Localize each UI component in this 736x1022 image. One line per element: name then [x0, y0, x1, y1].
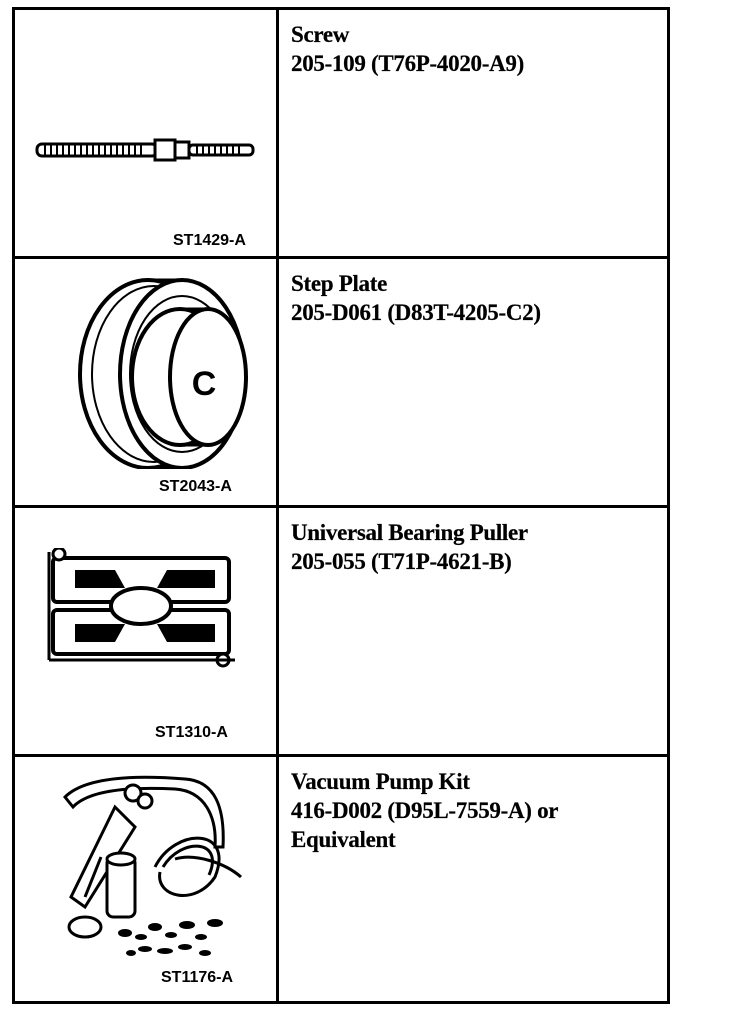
- tool-part-number: 205-109 (T76P-4020-A9): [291, 51, 524, 76]
- tool-part-number-continued: Equivalent: [291, 827, 396, 852]
- description-cell: [279, 259, 667, 505]
- description-cell: [279, 508, 667, 754]
- special-tools-table: [12, 7, 670, 1004]
- vacuum-pump-kit-icon: [45, 767, 245, 962]
- illustration-cell: [15, 259, 279, 505]
- tool-name: Screw: [291, 22, 350, 47]
- tool-name: Universal Bearing Puller: [291, 520, 528, 545]
- description-cell: [279, 757, 667, 1001]
- table-row: [15, 259, 667, 508]
- description-cell: [279, 10, 667, 256]
- illustration-code: ST1429-A: [173, 232, 246, 249]
- table-row: [15, 10, 667, 259]
- tool-part-number: 205-055 (T71P-4621-B): [291, 549, 512, 574]
- tool-name: Vacuum Pump Kit: [291, 769, 470, 794]
- bearing-puller-icon: [45, 548, 245, 678]
- step-plate-letter: C: [191, 365, 217, 403]
- illustration-code: ST1176-A: [161, 969, 234, 986]
- tool-name: Step Plate: [291, 271, 388, 296]
- table-row: [15, 508, 667, 757]
- illustration-code: ST2043-A: [159, 478, 232, 495]
- tool-part-number: 205-D061 (D83T-4205-C2): [291, 300, 541, 325]
- illustration-cell: [15, 508, 279, 754]
- tool-part-number: 416-D002 (D95L-7559-A) or: [291, 798, 559, 823]
- illustration-code: ST1310-A: [155, 724, 228, 741]
- step-plate-icon: [70, 269, 270, 469]
- illustration-cell: [15, 10, 279, 256]
- table-row: [15, 757, 667, 1001]
- illustration-cell: [15, 757, 279, 1001]
- screw-icon: [31, 130, 271, 170]
